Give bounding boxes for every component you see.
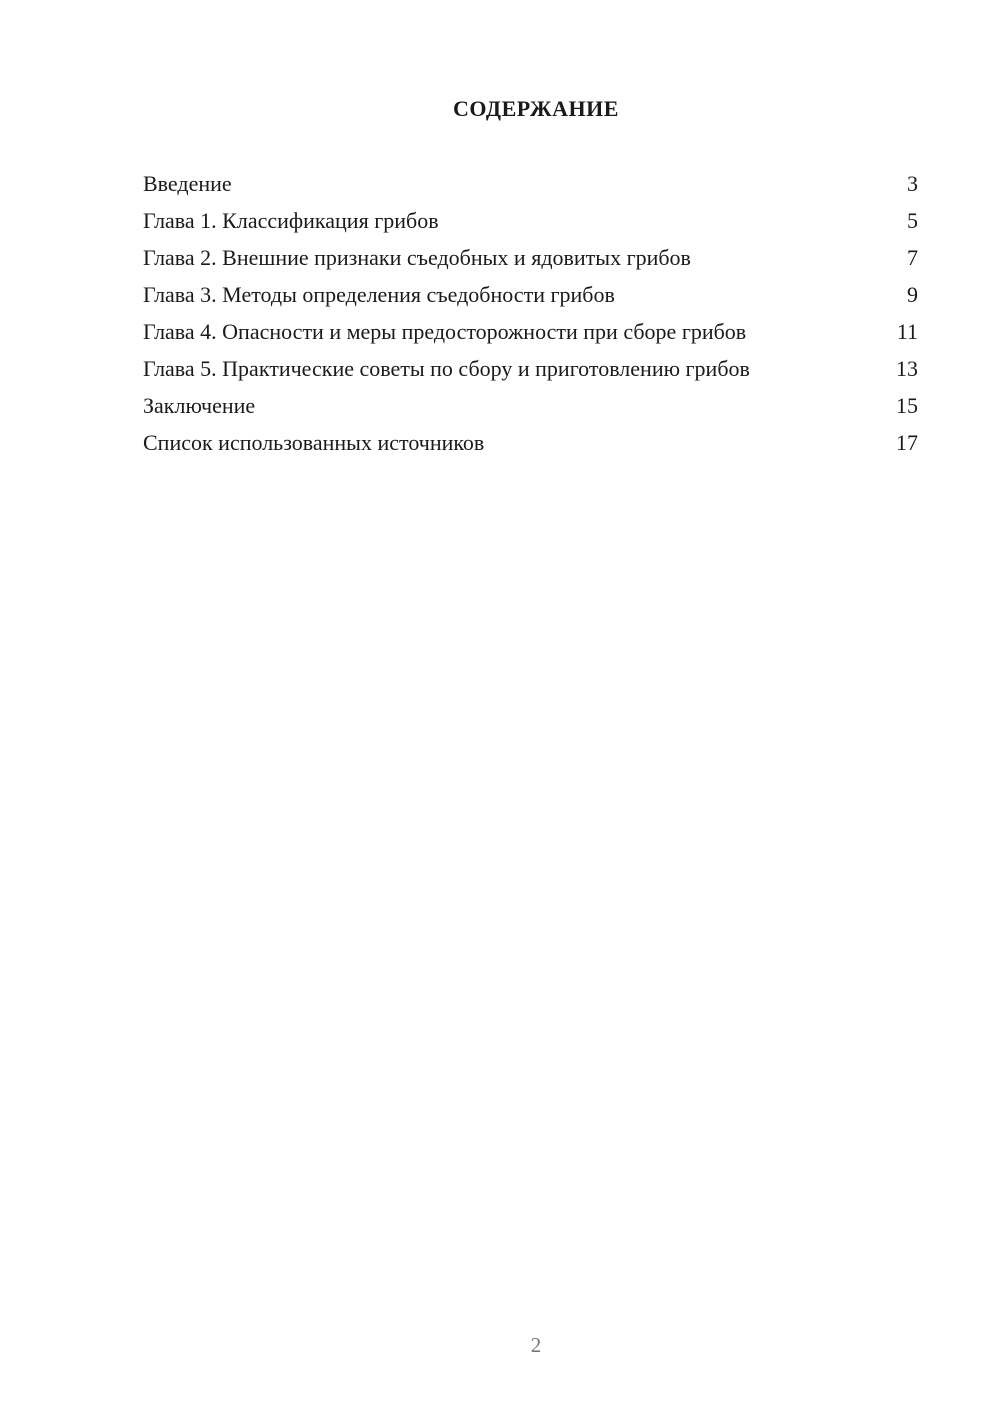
table-of-contents <box>143 170 918 466</box>
toc-entry-page: 3 <box>907 171 918 196</box>
toc-entry <box>143 429 918 456</box>
toc-entry-label: Глава 5. Практические советы по сбору и приготовлению грибов <box>143 356 750 381</box>
toc-entry-page: 17 <box>896 430 918 455</box>
toc-entry <box>143 281 918 308</box>
toc-entry-page: 15 <box>896 393 918 418</box>
toc-entry-label: Глава 3. Методы определения съедобности грибов <box>143 282 615 307</box>
toc-entry-page: 7 <box>907 245 918 270</box>
toc-entry <box>143 355 918 382</box>
toc-entry-label: Список использованных источников <box>143 430 485 455</box>
toc-entry-label: Введение <box>143 171 232 196</box>
toc-entry <box>143 207 918 234</box>
toc-entry-page: 5 <box>907 208 918 233</box>
page-number: 2 <box>530 1333 542 1357</box>
toc-entry <box>143 318 918 345</box>
toc-title: СОДЕРЖАНИЕ <box>453 96 619 121</box>
toc-entry-page: 13 <box>896 356 918 381</box>
toc-entry-label: Глава 2. Внешние признаки съедобных и ядовитых грибов <box>143 245 691 270</box>
toc-entry <box>143 244 918 271</box>
toc-entry <box>143 392 918 419</box>
toc-entry-label: Заключение <box>143 393 256 418</box>
toc-entry-page: 11 <box>896 319 918 344</box>
toc-entry-label: Глава 1. Классификация грибов <box>143 208 439 233</box>
toc-entry-page: 9 <box>907 282 918 307</box>
toc-entry <box>143 170 918 197</box>
toc-entry-label: Глава 4. Опасности и меры предосторожности при сборе грибов <box>143 319 747 344</box>
